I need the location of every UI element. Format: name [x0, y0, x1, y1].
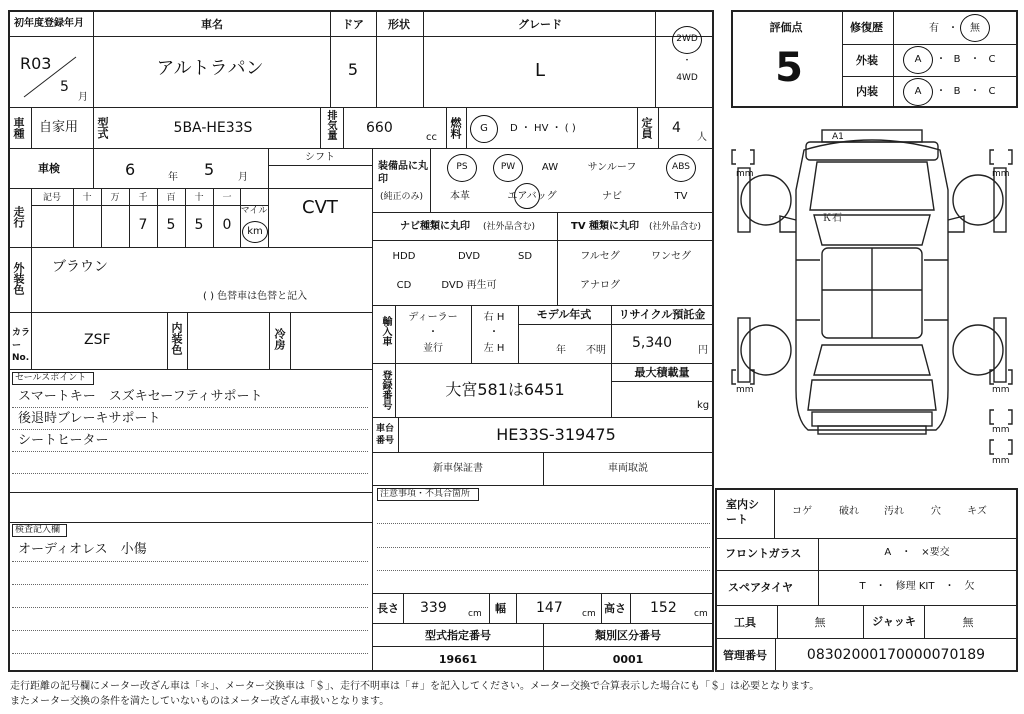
- equip-airbag: エアバッグ: [507, 191, 557, 202]
- glass-label: フロントガラス: [725, 547, 802, 560]
- mm-right-b2: mm: [992, 425, 1010, 435]
- ext-dot-1: ・: [936, 54, 946, 65]
- tv-fullseg: フルセグ: [580, 251, 620, 262]
- sales-line-2: 後退時ブレーキサポート: [18, 411, 161, 426]
- model-year-unknown: 不明: [586, 345, 606, 356]
- spare-label: スペアタイヤ: [728, 581, 794, 594]
- int-dot-2: ・: [970, 86, 980, 97]
- reg-no-value: 大宮581は6451: [445, 380, 565, 399]
- grade-label: グレード: [518, 18, 562, 31]
- class-no-label: 類別区分番号: [595, 629, 661, 642]
- navi-dvd: DVD: [457, 251, 481, 262]
- interior-color-label: 内装色: [170, 322, 183, 355]
- color-no-label: カラー No.: [12, 328, 31, 364]
- mgmt-label: 管理番号: [723, 649, 767, 662]
- equip-pw: PW: [500, 162, 516, 172]
- length-value: 339: [420, 600, 447, 616]
- door-count: 5: [347, 60, 359, 79]
- shape-label: 形状: [388, 18, 410, 31]
- chassis-value: HE33S-319475: [496, 425, 616, 444]
- int-c: C: [988, 86, 996, 97]
- import-lh: 左 H: [483, 343, 505, 354]
- recycle-value: 5,340: [632, 335, 673, 351]
- ext-a: A: [914, 54, 922, 65]
- int-dot-1: ・: [936, 86, 946, 97]
- shift-value: CVT: [302, 197, 338, 218]
- equip-leather: 本革: [450, 191, 470, 202]
- equip-note: (純正のみ): [380, 192, 424, 202]
- seat-opt-1: コゲ: [792, 506, 812, 517]
- ext-dot-2: ・: [970, 54, 980, 65]
- odo-mile: マイル: [240, 206, 268, 216]
- width-label: 幅: [495, 602, 506, 615]
- navi-sd: SD: [517, 251, 533, 262]
- import-parallel: 並行: [423, 343, 443, 354]
- type-no-value: 19661: [438, 653, 478, 666]
- recycle-label: リサイクル預託金: [618, 308, 706, 321]
- max-load-label: 最大積載量: [634, 366, 690, 379]
- odo-col-6: 一: [222, 193, 232, 203]
- fuel-g: G: [480, 123, 488, 134]
- drive-4wd: 4WD: [676, 73, 698, 83]
- equip-label: 装備品に丸印: [378, 161, 428, 185]
- color-note: ( ) 色替車は色替と記入: [203, 291, 308, 302]
- inspection-year-unit: 年: [168, 172, 178, 183]
- import-dot-2: ・: [489, 327, 499, 338]
- equip-navi: ナビ: [602, 191, 622, 202]
- int-label: 内装: [856, 85, 878, 98]
- odo-col-2: 万: [110, 193, 120, 203]
- jack-value: 無: [962, 616, 974, 629]
- repair-label: 修復歴: [850, 21, 883, 34]
- odo-col-3: 千: [138, 193, 148, 203]
- fuel-options: D ・ HV ・ ( ): [510, 123, 576, 134]
- reg-no-label: 登録番号: [380, 370, 391, 410]
- navi-hdd: HDD: [392, 251, 416, 262]
- import-rh: 右 H: [483, 312, 505, 323]
- car-name: アルトラパン: [156, 58, 264, 79]
- score-value: 5: [775, 45, 803, 91]
- odo-col-0: 記号: [42, 193, 62, 203]
- grade-value: L: [534, 60, 546, 81]
- type-no-label: 型式指定番号: [425, 629, 491, 642]
- capacity-label: 定員: [640, 117, 653, 139]
- ext-b: B: [953, 54, 961, 65]
- width-unit: cm: [582, 609, 596, 619]
- mm-left-top: mm: [736, 169, 754, 179]
- doc-manual: 車両取説: [608, 463, 648, 474]
- repair-yes: 有: [929, 23, 939, 34]
- sales-label: セールスポイント: [15, 373, 87, 383]
- reg-month: 5: [60, 79, 69, 95]
- int-a: A: [914, 86, 922, 97]
- equip-tv: TV: [674, 191, 688, 202]
- displacement-value: 660: [366, 120, 393, 136]
- seat-opt-2: 破れ: [839, 506, 859, 517]
- displacement-label: 排気量: [325, 110, 336, 140]
- capacity-unit: 人: [697, 132, 707, 143]
- score-label: 評価点: [769, 21, 803, 34]
- capacity-value: 4: [672, 120, 681, 136]
- drive-dot: ・: [682, 56, 692, 66]
- footer-note-2: またメーター交換の条件を満たしていないものはメーター改ざん車扱いとなります。: [10, 696, 390, 707]
- equip-sunroof: サンルーフ: [587, 162, 637, 173]
- class-no-value: 0001: [612, 653, 644, 666]
- width-value: 147: [536, 600, 563, 616]
- sales-line-3: シートヒーター: [18, 433, 109, 448]
- cc-unit: cc: [426, 132, 437, 143]
- sheet-left-frame: [8, 10, 714, 672]
- damage-note: Ｋ石: [822, 213, 842, 224]
- navi-dvd-play: DVD 再生可: [441, 280, 497, 291]
- tv-type-label: TV 種類に丸印: [571, 221, 640, 232]
- seat-opt-3: 汚れ: [884, 506, 904, 517]
- odo-digit-4: 5: [166, 217, 176, 233]
- import-dot: ・: [428, 327, 438, 338]
- inspection-label: 車検: [38, 162, 60, 175]
- shift-label: シフト: [305, 152, 335, 163]
- tv-analog: アナログ: [580, 280, 620, 291]
- model-year-unit: 年: [556, 345, 566, 356]
- use-value: 自家用: [39, 120, 79, 135]
- doc-warranty: 新車保証書: [433, 463, 483, 474]
- inspection-month-unit: 月: [238, 172, 248, 183]
- odo-col-1: 十: [82, 193, 92, 203]
- car-name-label: 車名: [201, 18, 223, 31]
- spare-value: T ・ 修理 KIT ・ 欠: [859, 581, 975, 592]
- seat-label: 室内シート: [726, 498, 759, 526]
- length-unit: cm: [468, 609, 482, 619]
- recycle-yen: 円: [698, 345, 708, 356]
- footer-note-1: 走行距離の記号欄にメーター改ざん車は「＊」、メーター交換車は「＄」、走行不明車は「＃」を記入してください。メーター交換で合算表示した場合にも「＄」は必要となります。: [10, 681, 820, 692]
- mm-right-bottom: mm: [992, 385, 1010, 395]
- sales-line-1: スマートキー スズキセーフティサポート: [18, 389, 263, 404]
- model-label: 型式: [96, 117, 109, 139]
- tv-incl: (社外品含む): [649, 222, 702, 232]
- chassis-label: 車台番号: [376, 424, 395, 446]
- caution-label: 注意事項・不具合箇所: [380, 489, 471, 499]
- equip-ps: PS: [456, 162, 468, 172]
- color-no-value: ZSF: [84, 332, 111, 348]
- import-label: 輸入車: [380, 316, 391, 346]
- navi-incl: (社外品含む): [483, 222, 536, 232]
- tool-label: 工具: [734, 616, 756, 629]
- color-value: ブラウン: [52, 259, 108, 275]
- tool-value: 無: [814, 616, 826, 629]
- jack-label: ジャッキ: [872, 615, 916, 628]
- odo-col-4: 百: [166, 193, 176, 203]
- use-label: 車種: [12, 117, 25, 139]
- ac-label: 冷房: [273, 328, 286, 350]
- odometer-label: 走行: [12, 206, 25, 228]
- color-label: 外装色: [12, 262, 25, 295]
- height-unit: cm: [694, 609, 708, 619]
- seat-opt-5: キズ: [967, 506, 987, 517]
- equip-abs: ABS: [672, 162, 690, 172]
- navi-cd: CD: [396, 280, 412, 291]
- odo-digit-6: 0: [222, 217, 232, 233]
- import-dealer: ディーラー: [408, 312, 458, 323]
- checker-label: 検査記入欄: [15, 525, 61, 535]
- odo-km: km: [247, 226, 263, 237]
- reg-era: R03: [20, 54, 52, 73]
- checker-value: オーディオレス 小傷: [18, 542, 147, 557]
- int-b: B: [953, 86, 961, 97]
- model-year-label: モデル年式: [536, 308, 592, 321]
- repair-dot: ・: [948, 23, 958, 34]
- height-value: 152: [650, 600, 677, 616]
- mm-right-top: mm: [992, 169, 1010, 179]
- max-load-kg: kg: [697, 400, 710, 411]
- seat-opt-4: 穴: [931, 506, 941, 517]
- ext-label: 外装: [856, 54, 878, 67]
- car-damage-diagram: [722, 120, 1024, 480]
- inspection-year: 6: [125, 160, 136, 179]
- front-mark: A1: [832, 132, 844, 142]
- mgmt-value: 08302000170000070189: [806, 647, 986, 663]
- odo-digit-3: 7: [138, 217, 148, 233]
- mm-right-b3: mm: [992, 456, 1010, 466]
- length-label: 長さ: [377, 602, 399, 615]
- equip-aw: AW: [541, 162, 559, 173]
- glass-value: A ・ ×要交: [884, 547, 950, 558]
- ext-c: C: [988, 54, 996, 65]
- reg-date-label: 初年度登録年月: [14, 18, 84, 29]
- fuel-label: 燃料: [449, 117, 462, 139]
- height-label: 高さ: [604, 602, 626, 615]
- mm-left-bottom: mm: [736, 385, 754, 395]
- drive-2wd: 2WD: [676, 34, 698, 44]
- odo-digit-5: 5: [194, 217, 204, 233]
- repair-no: 無: [970, 23, 980, 34]
- door-label: ドア: [342, 18, 364, 31]
- tv-oneseg: ワンセグ: [651, 251, 691, 262]
- inspection-month: 5: [204, 160, 215, 179]
- odo-col-5: 十: [194, 193, 204, 203]
- model-value: 5BA-HE33S: [173, 120, 253, 136]
- reg-month-unit: 月: [78, 92, 88, 103]
- navi-type-label: ナビ種類に丸印: [400, 221, 470, 232]
